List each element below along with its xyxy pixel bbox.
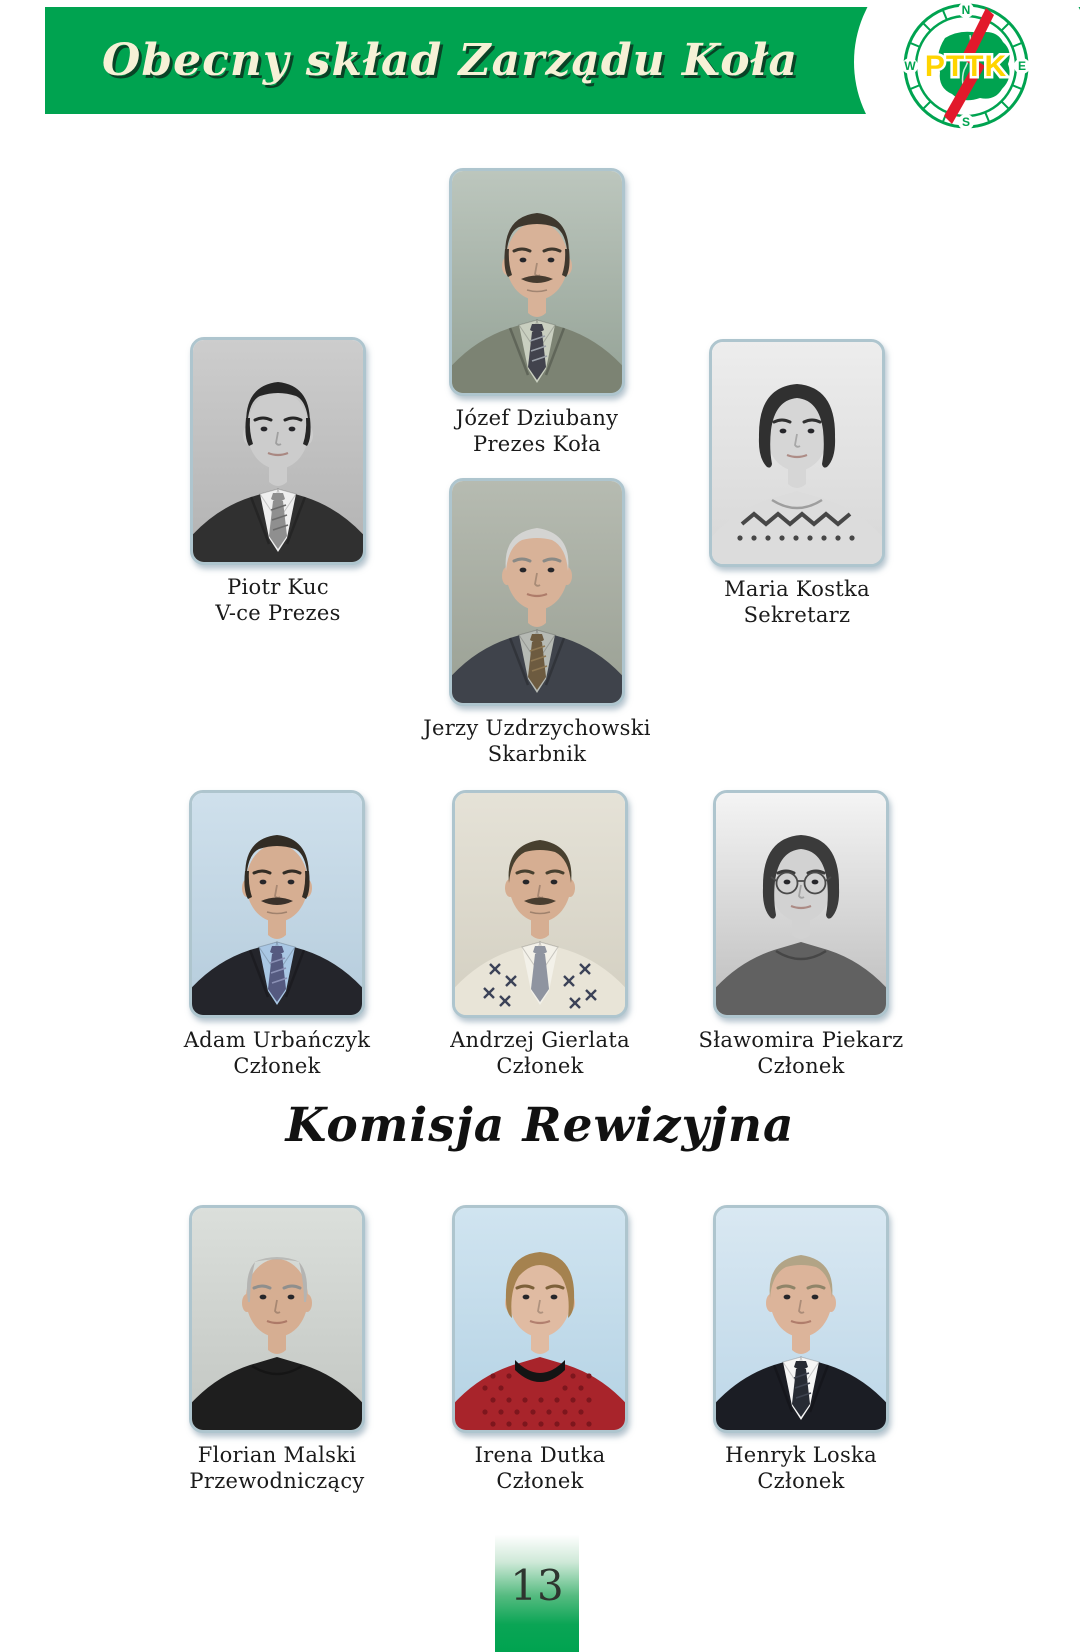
member-role: Członek xyxy=(757,1054,845,1078)
member-name: Adam Urbańczyk xyxy=(183,1028,371,1052)
member-card xyxy=(681,790,921,1079)
member-role: Członek xyxy=(757,1469,845,1493)
portrait-illustration xyxy=(455,793,625,1015)
member-name: Irena Dutka xyxy=(474,1443,606,1467)
member-photo xyxy=(713,790,889,1018)
portrait-illustration xyxy=(716,793,886,1015)
portrait-illustration xyxy=(192,793,362,1015)
portrait-illustration xyxy=(193,340,363,562)
member-photo xyxy=(449,168,625,396)
member-role: Sekretarz xyxy=(743,603,851,627)
member-photo xyxy=(189,790,365,1018)
member-photo xyxy=(709,339,885,567)
committee-heading: Komisja Rewizyjna xyxy=(285,1098,795,1153)
portrait-illustration xyxy=(716,1208,886,1430)
member-role: Członek xyxy=(233,1054,321,1078)
page-number-bar xyxy=(495,1527,579,1652)
portrait-illustration xyxy=(455,1208,625,1430)
cardinal-s: S xyxy=(961,115,971,129)
member-role: Członek xyxy=(496,1054,584,1078)
member-role: Przewodniczący xyxy=(189,1469,365,1493)
member-photo xyxy=(452,790,628,1018)
portrait-illustration xyxy=(192,1208,362,1430)
member-card xyxy=(158,337,398,626)
member-card xyxy=(681,1205,921,1494)
member-card xyxy=(677,339,917,628)
pttk-logo xyxy=(900,0,1032,132)
compass-icon xyxy=(900,0,1032,132)
member-card xyxy=(420,790,660,1079)
member-photo xyxy=(190,337,366,565)
member-card xyxy=(420,1205,660,1494)
cardinal-e: E xyxy=(1017,59,1027,73)
member-name: Sławomira Piekarz xyxy=(698,1028,904,1052)
page-number: 13 xyxy=(510,1561,564,1610)
member-role: V-ce Prezes xyxy=(215,601,341,625)
member-name: Jerzy Uzdrzychowski xyxy=(423,716,651,740)
member-card xyxy=(157,1205,397,1494)
member-name: Józef Dziubany xyxy=(455,406,619,430)
cardinal-w: W xyxy=(904,59,916,73)
member-role: Prezes Koła xyxy=(473,432,601,456)
member-name: Piotr Kuc xyxy=(227,575,329,599)
member-card xyxy=(157,790,397,1079)
member-name: Maria Kostka xyxy=(724,577,870,601)
member-name: Andrzej Gierlata xyxy=(450,1028,630,1052)
member-photo xyxy=(452,1205,628,1433)
member-card xyxy=(417,478,657,767)
portrait-illustration xyxy=(452,171,622,393)
member-photo xyxy=(713,1205,889,1433)
member-name: Henryk Loska xyxy=(725,1443,877,1467)
member-photo xyxy=(189,1205,365,1433)
cardinal-n: N xyxy=(961,3,971,17)
portrait-illustration xyxy=(452,481,622,703)
member-role: Skarbnik xyxy=(487,742,587,766)
member-card xyxy=(417,168,657,457)
member-name: Florian Malski xyxy=(197,1443,357,1467)
page-title: Obecny skład Zarządu Koła xyxy=(102,35,798,86)
logo-acronym: PTTK xyxy=(924,50,1008,83)
portrait-illustration xyxy=(712,342,882,564)
member-role: Członek xyxy=(496,1469,584,1493)
member-photo xyxy=(449,478,625,706)
